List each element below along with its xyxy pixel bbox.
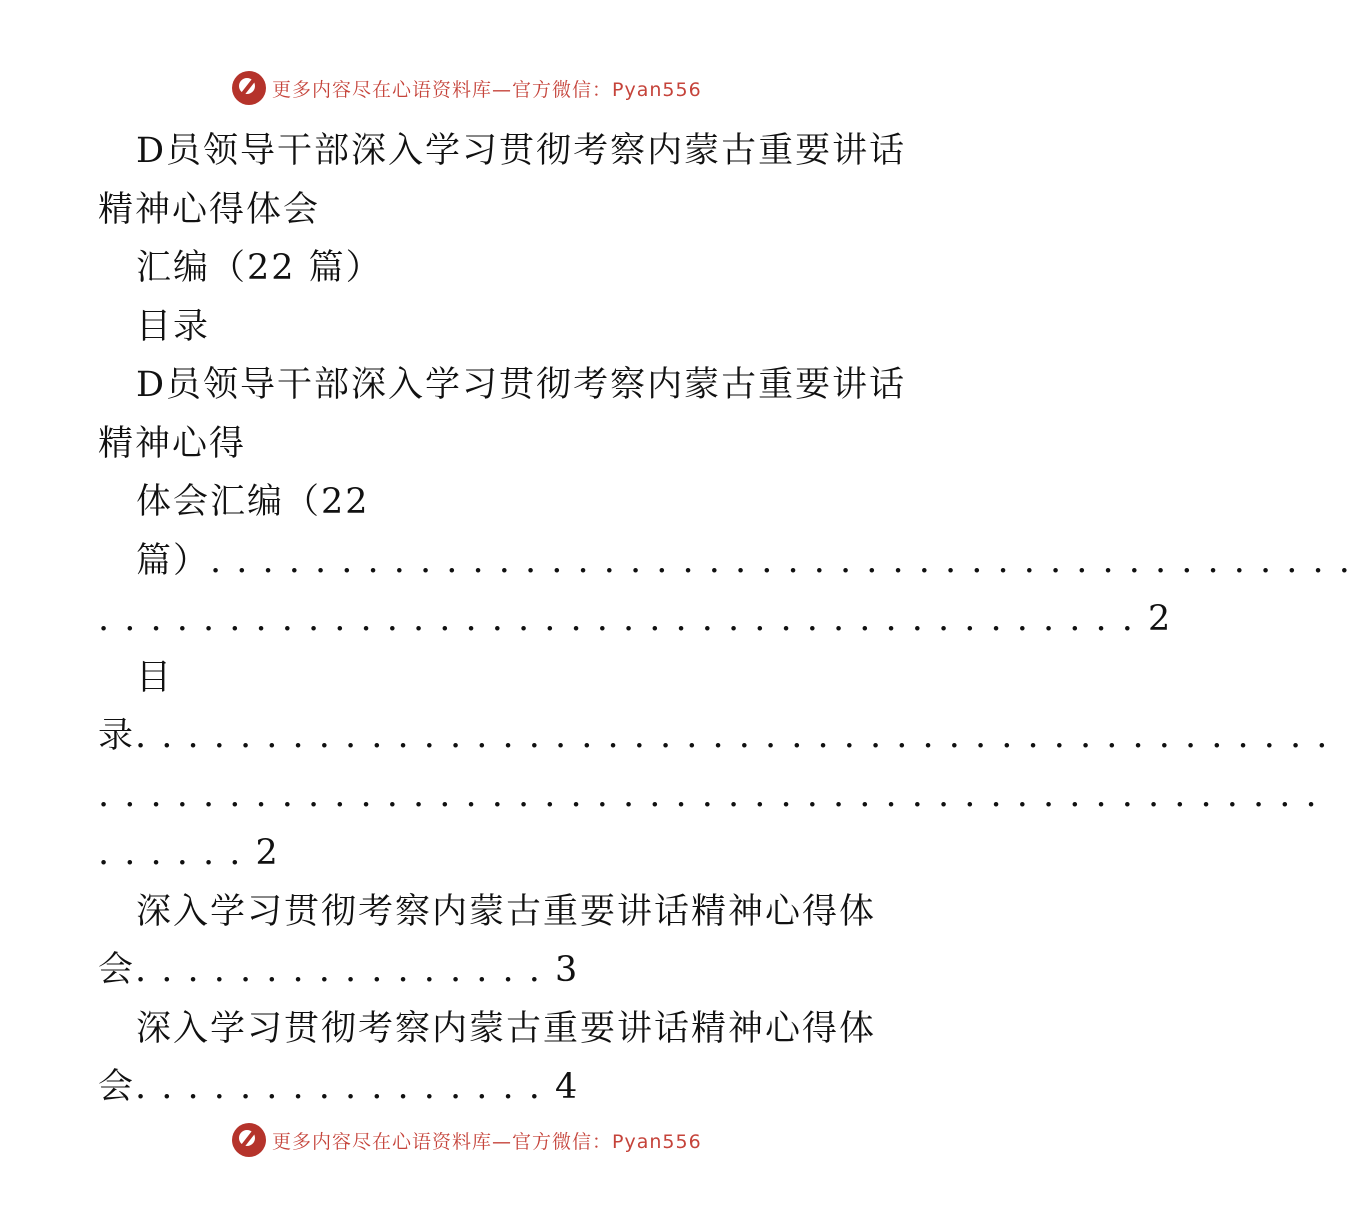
toc-entry-3-line-1: 深入学习贯彻考察内蒙古重要讲话精神心得体 <box>136 891 877 932</box>
toc-heading: 目录 <box>136 306 211 347</box>
toc-entry-2-line-4: . . . . . . 2 <box>98 833 280 873</box>
toc-entry-2-line-3: . . . . . . . . . . . . . . . . . . . . . . . . . . . . . . . . . . . . . . . . . . . . . . . <box>98 774 1319 815</box>
toc-entry-1-line-2: 精神心得 <box>98 423 247 464</box>
toc-entry-1-line-1: D员领导干部深入学习贯彻考察内蒙古重要讲话 <box>136 365 907 405</box>
footer-banner <box>232 1120 712 1160</box>
doc-title-line-2: 精神心得体会 <box>98 189 321 230</box>
toc-entry-2-line-1: 目 <box>136 657 174 698</box>
document-body <box>98 122 1352 1117</box>
toc-entry-2-line-2: 录. . . . . . . . . . . . . . . . . . . . . . . . . . . . . . . . . . . . . . . . . . . . . . <box>98 716 1330 756</box>
doc-title-line-3: 汇编（22 篇） <box>136 248 383 288</box>
toc-entry-4-line-2: 会. . . . . . . . . . . . . . . . 4 <box>98 1067 580 1107</box>
logo-icon <box>232 71 266 105</box>
toc-entry-4-line-1: 深入学习贯彻考察内蒙古重要讲话精神心得体 <box>136 1008 877 1049</box>
toc-entry-1-line-3: 体会汇编（22 <box>136 482 370 522</box>
toc-entry-1-line-5: . . . . . . . . . . . . . . . . . . . . . . . . . . . . . . . . . . . . . . . . 2 <box>98 599 1173 639</box>
header-banner-text: 更多内容尽在心语资料库—官方微信：Pyan556 <box>272 78 702 101</box>
logo-icon <box>232 1123 266 1157</box>
toc-entry-3-line-2: 会. . . . . . . . . . . . . . . . 3 <box>98 950 580 990</box>
toc-entry-1-line-4: 篇）. . . . . . . . . . . . . . . . . . . . . . . . . . . . . . . . . . . . . . . . . . . . <box>136 540 1352 581</box>
footer-banner-text: 更多内容尽在心语资料库—官方微信：Pyan556 <box>272 1130 702 1153</box>
header-banner <box>232 68 712 108</box>
doc-title-line-1: D员领导干部深入学习贯彻考察内蒙古重要讲话 <box>136 131 907 171</box>
